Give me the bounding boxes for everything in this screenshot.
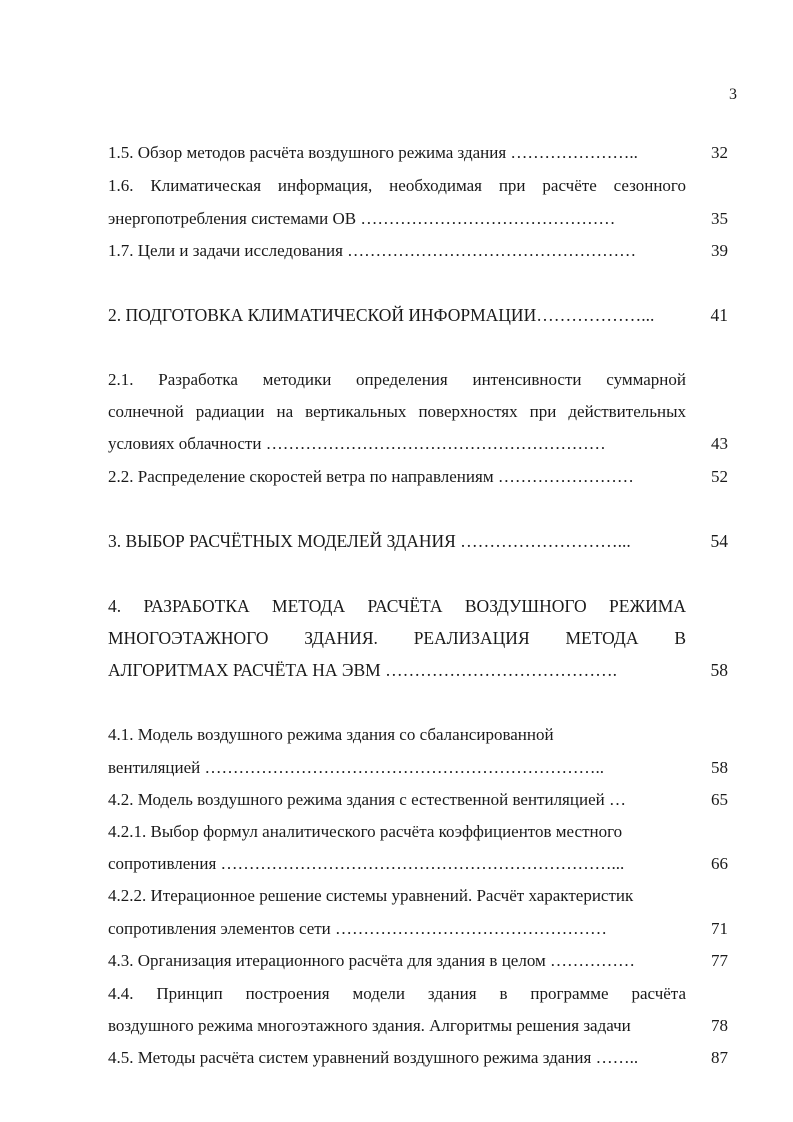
toc-chapter-4-cont xyxy=(108,626,728,650)
toc-entry-4-5 xyxy=(108,1046,728,1070)
toc-chapter-4-cont2 xyxy=(108,658,728,682)
toc-entry-4-2-1 xyxy=(108,820,728,844)
toc-entry-2-1 xyxy=(108,368,728,392)
toc-entry-1-5 xyxy=(108,141,728,165)
toc-entry-page: 52 xyxy=(711,467,728,486)
toc-entry-4-1 xyxy=(108,723,728,747)
toc-entry-text: 3. ВЫБОР РАСЧЁТНЫХ МОДЕЛЕЙ ЗДАНИЯ ………………………... xyxy=(108,531,631,551)
toc-entry-page: 77 xyxy=(711,951,728,970)
toc-chapter-3 xyxy=(108,529,728,553)
toc-entry-page: 78 xyxy=(711,1016,728,1035)
toc-entry-page: 54 xyxy=(710,531,728,551)
toc-entry-page: 35 xyxy=(711,209,728,228)
toc-entry-text: сопротивления ……………………………………………………………... xyxy=(108,854,625,873)
toc-entry-4-2-2 xyxy=(108,884,728,908)
toc-entry-page: 66 xyxy=(711,854,728,873)
toc-entry-page: 43 xyxy=(711,434,728,453)
toc-entry-text: АЛГОРИТМАХ РАСЧЁТА НА ЭВМ …………………………………. xyxy=(108,660,617,680)
toc-entry-1-6 xyxy=(108,174,728,198)
page-number: 3 xyxy=(729,86,737,103)
toc-entry-text: энергопотребления системами ОВ ……………………………………… xyxy=(108,209,616,228)
toc-entry-text: 4.3. Организация итерационного расчёта для здания в целом …………… xyxy=(108,951,636,970)
toc-entry-text: 2.1. Разработка методики определения интенсивности суммарной xyxy=(108,370,686,389)
toc-entry-4-2-2-cont xyxy=(108,917,728,941)
toc-entry-4-4-cont xyxy=(108,1014,728,1038)
toc-entry-text: 1.7. Цели и задачи исследования …………………………………………… xyxy=(108,241,637,260)
toc-entry-text: условиях облачности …………………………………………………… xyxy=(108,434,606,453)
toc-entry-4-1-cont xyxy=(108,756,728,780)
toc-chapter-2 xyxy=(108,303,728,327)
toc-entry-1-6-cont xyxy=(108,207,728,231)
toc-entry-4-2 xyxy=(108,788,728,812)
toc-entry-4-4 xyxy=(108,982,728,1006)
toc-entry-text: 4.1. Модель воздушного режима здания со сбалансированной xyxy=(108,725,554,744)
toc-entry-text: 4.4. Принцип построения модели здания в программе расчёта xyxy=(108,984,686,1003)
toc-entry-page: 87 xyxy=(711,1048,728,1067)
toc-entry-page: 32 xyxy=(711,143,728,162)
toc-entry-page: 39 xyxy=(711,241,728,260)
toc-entry-text: 2.2. Распределение скоростей ветра по направлениям …………………… xyxy=(108,467,634,486)
toc-entry-4-2-1-cont xyxy=(108,852,728,876)
toc-entry-text: 4.2. Модель воздушного режима здания с естественной вентиляцией … xyxy=(108,790,626,809)
toc-entry-text: 1.5. Обзор методов расчёта воздушного режима здания ………………….. xyxy=(108,143,638,162)
toc-entry-2-2 xyxy=(108,465,728,489)
toc-entry-text: МНОГОЭТАЖНОГО ЗДАНИЯ. РЕАЛИЗАЦИЯ МЕТОДА В xyxy=(108,628,686,648)
toc-entry-page: 65 xyxy=(711,790,728,809)
toc-entry-text: 4.2.2. Итерационное решение системы уравнений. Расчёт характеристик xyxy=(108,886,634,905)
toc-entry-text: солнечной радиации на вертикальных поверхностях при действительных xyxy=(108,402,686,421)
toc-entry-text: 1.6. Климатическая информация, необходимая при расчёте сезонного xyxy=(108,176,686,195)
toc-entry-page: 41 xyxy=(710,305,728,325)
toc-entry-text: сопротивления элементов сети ………………………………………… xyxy=(108,919,608,938)
toc-entry-text: 4.2.1. Выбор формул аналитического расчёта коэффициентов местного xyxy=(108,822,623,841)
toc-entry-2-1-cont2 xyxy=(108,432,728,456)
toc-entry-2-1-cont xyxy=(108,400,728,424)
toc-entry-text: 4.5. Методы расчёта систем уравнений воздушного режима здания …….. xyxy=(108,1048,639,1067)
toc-chapter-4 xyxy=(108,594,728,618)
toc-entry-4-3 xyxy=(108,949,728,973)
toc-entry-1-7 xyxy=(108,239,728,263)
toc-entry-text: вентиляцией …………………………………………………………….. xyxy=(108,758,604,777)
toc-entry-text: 4. РАЗРАБОТКА МЕТОДА РАСЧЁТА ВОЗДУШНОГО РЕЖИМА xyxy=(108,596,686,616)
toc-entry-page: 58 xyxy=(710,660,728,680)
toc-entry-text: 2. ПОДГОТОВКА КЛИМАТИЧЕСКОЙ ИНФОРМАЦИИ………………... xyxy=(108,305,655,325)
toc-entry-text: воздушного режима многоэтажного здания. Алгоритмы решения задачи xyxy=(108,1016,631,1035)
toc-entry-page: 58 xyxy=(711,758,728,777)
toc-entry-page: 71 xyxy=(711,919,728,938)
